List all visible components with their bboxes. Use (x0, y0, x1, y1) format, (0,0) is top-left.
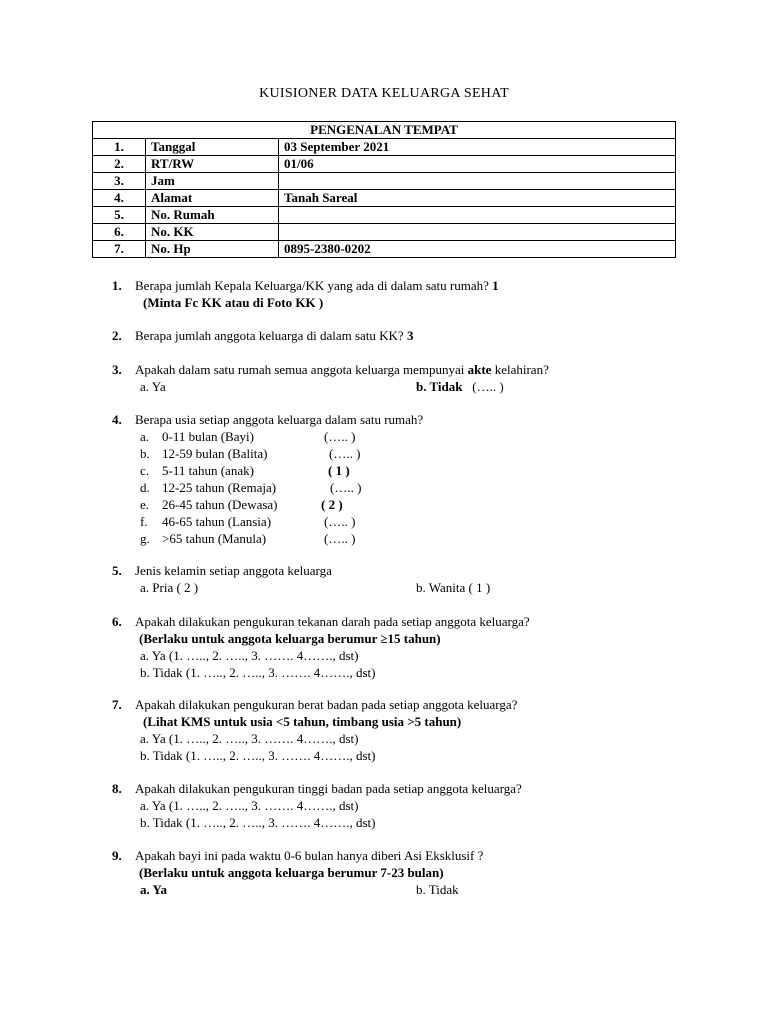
row-label: No. KK (146, 224, 279, 241)
option-b: b. Tidak (1. ….., 2. ….., 3. ……. 4……., dst) (140, 665, 376, 680)
table-row (93, 139, 676, 156)
list-item (112, 496, 672, 513)
question-2 (112, 327, 672, 344)
option-a: a. Ya (1. ….., 2. ….., 3. ……. 4……., dst) (140, 731, 359, 746)
option-label: 12-59 bulan (Balita) (162, 446, 268, 461)
option-a: a. Ya (1. ….., 2. ….., 3. ……. 4……., dst) (140, 798, 359, 813)
question-number: 1. (112, 278, 122, 293)
option-value: (….. ) (324, 429, 356, 444)
identification-table (92, 121, 676, 258)
option-b: b. Tidak (1. ….., 2. ….., 3. ……. 4……., dst) (140, 815, 376, 830)
row-value (279, 224, 676, 241)
question-note: (Berlaku untuk anggota keluarga berumur 7-23 bulan) (139, 865, 444, 880)
list-item (112, 462, 672, 479)
question-text: Apakah bayi ini pada waktu 0-6 bulan hanya diberi Asi Eksklusif ? (135, 848, 484, 863)
list-item (112, 530, 672, 547)
question-text: Apakah dilakukan pengukuran tekanan darah pada setiap anggota keluarga? (135, 614, 530, 629)
row-number: 7. (93, 241, 146, 258)
option-value: (….. ) (330, 480, 362, 495)
question-4 (112, 411, 672, 547)
row-number: 4. (93, 190, 146, 207)
option-letter: a. (140, 429, 150, 444)
question-number: 8. (112, 781, 122, 796)
answer-value: 3 (406, 328, 414, 343)
option-b: b. Tidak (1. ….., 2. ….., 3. ……. 4……., dst) (140, 748, 376, 763)
question-note: (Lihat KMS untuk usia <5 tahun, timbang usia >5 tahun) (143, 714, 462, 729)
row-label: No. Rumah (146, 207, 279, 224)
table-row (93, 224, 676, 241)
question-6 (112, 613, 672, 681)
question-number: 2. (112, 328, 122, 343)
row-label: Tanggal (146, 139, 279, 156)
option-letter: f. (140, 514, 148, 529)
option-letter: d. (140, 480, 150, 495)
option-a: a. Ya (1. ….., 2. ….., 3. ……. 4……., dst) (140, 648, 359, 663)
table-header: PENGENALAN TEMPAT (93, 122, 676, 139)
question-text: Jenis kelamin setiap anggota keluarga (135, 563, 332, 578)
row-value (279, 207, 676, 224)
table-row (93, 173, 676, 190)
row-number: 6. (93, 224, 146, 241)
question-text: Apakah dalam satu rumah semua anggota keluarga mempunyai (135, 362, 465, 377)
option-letter: g. (140, 531, 150, 546)
question-note: (Berlaku untuk anggota keluarga berumur ≥15 tahun) (139, 631, 441, 646)
option-a: a. Ya (140, 379, 166, 394)
row-value (279, 173, 676, 190)
list-item (112, 445, 672, 462)
option-a: a. Pria ( 2 ) (140, 580, 199, 595)
question-number: 4. (112, 412, 122, 427)
option-letter: b. (140, 446, 150, 461)
row-value: Tanah Sareal (279, 190, 676, 207)
table-row (93, 207, 676, 224)
question-text: Berapa usia setiap anggota keluarga dalam satu rumah? (135, 412, 424, 427)
option-label: 5-11 tahun (anak) (162, 463, 254, 478)
row-value: 01/06 (279, 156, 676, 173)
question-number: 7. (112, 697, 122, 712)
option-b: b. Tidak (416, 379, 463, 394)
question-number: 5. (112, 563, 122, 578)
row-label: Jam (146, 173, 279, 190)
option-label: 46-65 tahun (Lansia) (162, 514, 272, 529)
option-label: >65 tahun (Manula) (162, 531, 267, 546)
question-text: Berapa jumlah anggota keluarga di dalam satu KK? (135, 328, 404, 343)
question-3 (112, 361, 672, 395)
question-5 (112, 562, 672, 596)
question-text: Apakah dilakukan pengukuran tinggi badan pada setiap anggota keluarga? (135, 781, 522, 796)
question-text-emphasis: akte (467, 362, 492, 377)
question-9 (112, 847, 672, 898)
option-b: b. Tidak (416, 882, 459, 897)
table-row (93, 190, 676, 207)
row-number: 1. (93, 139, 146, 156)
option-value: ( 2 ) (321, 497, 343, 512)
option-value: ( 1 ) (328, 463, 350, 478)
option-value: (….. ) (324, 531, 356, 546)
list-item (112, 479, 672, 496)
question-number: 6. (112, 614, 122, 629)
question-text: kelahiran? (494, 362, 549, 377)
list-item (112, 513, 672, 530)
option-a: a. Ya (140, 882, 167, 897)
row-label: No. Hp (146, 241, 279, 258)
question-number: 9. (112, 848, 122, 863)
row-value: 0895-2380-0202 (279, 241, 676, 258)
document-title: KUISIONER DATA KELUARGA SEHAT (259, 86, 509, 101)
list-item (112, 428, 672, 445)
row-label: Alamat (146, 190, 279, 207)
question-text: Berapa jumlah Kepala Keluarga/KK yang ada di dalam satu rumah? (135, 278, 489, 293)
option-value: (….. ) (324, 514, 356, 529)
row-number: 5. (93, 207, 146, 224)
row-number: 2. (93, 156, 146, 173)
row-label: RT/RW (146, 156, 279, 173)
option-label: 12-25 tahun (Remaja) (162, 480, 277, 495)
table-row (93, 156, 676, 173)
option-letter: c. (140, 463, 150, 478)
option-b-value: (….. ) (472, 379, 504, 394)
question-number: 3. (112, 362, 122, 377)
option-label: 26-45 tahun (Dewasa) (162, 497, 278, 512)
row-value: 03 September 2021 (279, 139, 676, 156)
question-1 (112, 277, 672, 311)
question-text: Apakah dilakukan pengukuran berat badan pada setiap anggota keluarga? (135, 697, 518, 712)
question-7 (112, 696, 672, 764)
answer-value: 1 (492, 278, 499, 293)
table-row (93, 241, 676, 258)
question-8 (112, 780, 672, 831)
question-note: (Minta Fc KK atau di Foto KK ) (143, 295, 324, 310)
row-number: 3. (93, 173, 146, 190)
option-value: (….. ) (329, 446, 361, 461)
option-b: b. Wanita ( 1 ) (416, 580, 491, 595)
option-letter: e. (140, 497, 150, 512)
option-label: 0-11 bulan (Bayi) (162, 429, 254, 444)
